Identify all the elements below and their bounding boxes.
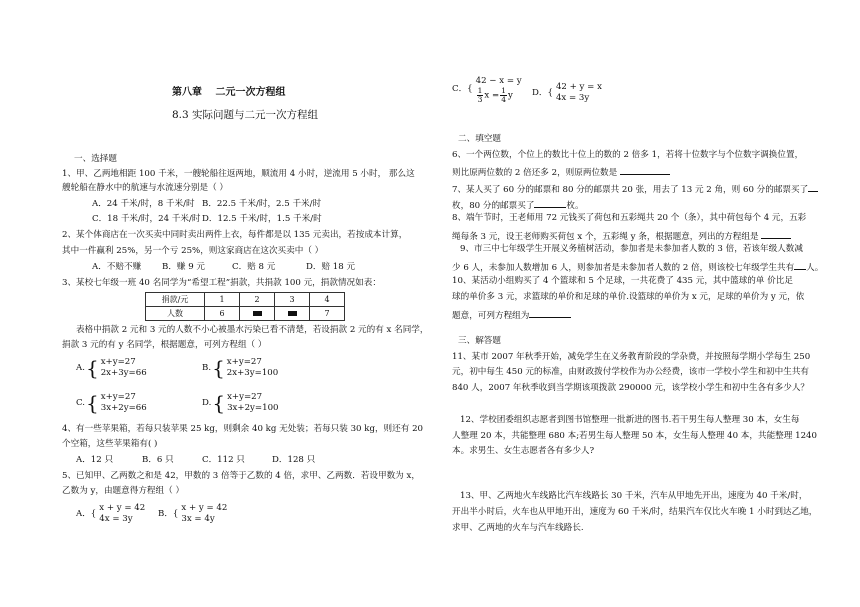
q7-answer-blank-2[interactable] <box>534 198 566 208</box>
option-label: A．{ <box>76 508 97 519</box>
equation: 2x+3y=66 <box>100 368 147 379</box>
q7-text: 7、某人买了 60 分的邮票和 80 分的邮票共 20 张，用去了 13 元 2 角，则 60 分的邮票买了 <box>452 185 809 195</box>
q1-option-a: A．24 千米/时，8 千米/时 <box>92 199 195 209</box>
q9-text-2: 人。 <box>806 263 824 273</box>
q10-answer-blank[interactable] <box>529 308 571 318</box>
q3-line2: 表格中捐款 2 元和 3 元的人数不小心被墨水污染已看不清楚，若设捐款 2 元的有 x 名同学， <box>76 325 429 335</box>
q10-line1: 10、某活动小组购买了 4 个篮球和 5 个足球，一共花费了 435 元，其中篮球的单 价比足 <box>452 276 793 286</box>
q7-text-3: 枚。 <box>566 201 584 211</box>
donation-table <box>145 292 345 321</box>
table-cell: 4 <box>310 293 345 307</box>
q3-option-b: B. { x+y=27 2x+3y=100 <box>202 356 279 381</box>
equation: 3x = 4y <box>181 514 215 525</box>
table-cell: 捐款/元 <box>146 293 205 307</box>
part2-title: 二、填空题 <box>458 134 501 144</box>
table-cell: 2 <box>240 293 275 307</box>
option-label: D．{ <box>532 87 553 98</box>
equation: 3x+2y=100 <box>227 403 279 414</box>
option-label: C．{ <box>452 84 473 95</box>
table-cell: 1 <box>205 293 240 307</box>
q2-line1: 2、某个体商店在一次买卖中同时卖出两件上衣，每件都是以 135 元卖出，若按成本计算， <box>62 230 408 240</box>
part1-title: 一、选择题 <box>74 154 117 164</box>
q7-line2 <box>452 198 584 212</box>
fraction-denominator: 3 <box>477 94 483 104</box>
q5-option-a <box>76 503 145 525</box>
part3-title: 三、解答题 <box>458 336 501 346</box>
q11-line3: 840 人，2007 年秋季收到当学期该项拨款 290000 元，该学校小学生和初中生各有多少人？ <box>452 383 810 393</box>
equation: 3x+2y=66 <box>100 403 147 414</box>
equation: x+y=27 <box>100 357 136 367</box>
q7-answer-blank-1[interactable] <box>808 182 818 192</box>
q5-line1: 5、已知甲、乙两数之和是 42，甲数的 3 倍等于乙数的 4 倍，求甲、乙两数．若设甲数为 x， <box>62 471 420 481</box>
q5-line2: 乙数为 y，由题意得方程组（ ） <box>62 486 185 496</box>
equation: x+y=27 <box>226 357 262 367</box>
equation: x+y=27 <box>227 392 263 402</box>
q8-line1: 8、端午节时，王老师用 72 元钱买了荷包和五彩绳共 20 个（条），其中荷包每个 4 元，五彩 <box>452 213 807 223</box>
q4-option-b: B．6 只 <box>142 455 174 465</box>
q1-option-b: B．22.5 千米/时，2.5 千米/时 <box>202 199 322 209</box>
q5-option-b <box>158 503 227 525</box>
q2-option-b: B．赚 9 元 <box>162 262 206 272</box>
ink-blot-cell <box>275 307 310 321</box>
equation: x + y = 42 <box>99 503 146 513</box>
option-label: B. <box>202 362 212 373</box>
equation-text: x = <box>484 90 500 101</box>
q3-option-a: A. { x+y=27 2x+3y=66 <box>76 356 147 381</box>
equation: 42 + y = x <box>555 82 602 92</box>
q13-line3: 求甲、乙两地的火车与汽车线路长. <box>452 523 584 533</box>
option-label: A. <box>76 362 85 373</box>
ink-blot <box>253 311 262 316</box>
q7-line1 <box>452 182 818 196</box>
table-cell: 3 <box>275 293 310 307</box>
q3-option-d: D. { x+y=27 3x+2y=100 <box>202 391 279 416</box>
q6-text: 则比原两位数的 2 倍还多 2，则原两位数是 <box>452 168 618 178</box>
q11-line2: 元，初中每生 450 元的标准，由财政拨付学校作为办公经费，该市一学校小学生和初中生共有 <box>452 367 810 377</box>
q10-line3 <box>452 308 571 322</box>
q9-answer-blank[interactable] <box>794 260 806 270</box>
q6-line2 <box>452 165 670 179</box>
q1-line2: 艘轮船在静水中的航速与水流速分别是（ ） <box>62 183 229 193</box>
q8-line2 <box>452 229 791 243</box>
q9-line2 <box>452 260 823 274</box>
q13-line1: 13、甲、乙两地火车线路比汽车线路长 30 千米，汽车从甲地先开出，速度为 40 千米/时， <box>460 491 808 501</box>
table-row <box>146 293 345 307</box>
q3-line3: 捐款 3 元的有 y 名同学，根据题意，可列方程组（ ） <box>62 340 267 350</box>
q4-option-a: A．12 只 <box>76 455 114 465</box>
fraction-denominator: 4 <box>501 94 506 104</box>
q12-line3: 本。求男生、女生志愿者各有多少人? <box>452 446 595 456</box>
equation: 4x = 3y <box>99 514 133 525</box>
table-cell: 6 <box>205 307 240 321</box>
equation: 4x = 3y <box>555 93 590 104</box>
equation-fraction <box>476 87 522 103</box>
equation: x + y = 42 <box>181 503 228 513</box>
fraction-numerator: 1 <box>501 86 506 96</box>
option-label: B．{ <box>158 508 179 519</box>
q10-line2: 球的单价多 3 元，求篮球的单价和足球的单价.设篮球的单价为 x 元，足球的单价为 y 元，依 <box>452 292 805 302</box>
option-label: D. <box>202 397 212 408</box>
q3-option-c: C. { x+y=27 3x+2y=66 <box>76 391 147 416</box>
option-label: C. <box>76 397 86 408</box>
q2-option-c: C．赔 8 元 <box>232 262 276 272</box>
q10-text: 题意，可列方程组为 <box>452 311 530 321</box>
q6-answer-blank[interactable] <box>620 165 670 175</box>
q9-text: 少 6 人，未参加人数增加 6 人，则参加者是未参加者人数的 2 倍，则该校七年级学生共有 <box>452 263 795 273</box>
q12-line2: 人整理 20 本，共能整理 680 本;若男生每人整理 50 本，女生每人整理 40 本，共能整理 1240 <box>452 431 817 441</box>
q5-option-c <box>452 76 522 103</box>
equation-text: y <box>507 90 513 101</box>
q1-option-d: D．12.5 千米/时，1.5 千米/时 <box>202 214 322 224</box>
q3-line1: 3、某校七年级一班 40 名同学为“希望工程”捐款，共捐款 100 元，捐款情况如表： <box>62 278 381 288</box>
ink-blot <box>288 311 297 316</box>
table-row <box>146 307 345 321</box>
q8-answer-blank[interactable] <box>761 229 791 239</box>
section-title: 8.3 实际问题与二元一次方程组 <box>172 109 319 121</box>
q9-line1: 9、市三中七年级学生开展义务植树活动，参加者是未参加者人数的 3 倍，若该年级人数减 <box>460 244 803 254</box>
equation: x+y=27 <box>100 392 136 402</box>
q2-option-a: A．不赔不赚 <box>92 262 142 272</box>
q11-line1: 11、某市 2007 年秋季开始，减免学生在义务教育阶段的学杂费，并按照每学期小学每生 250 <box>452 352 811 362</box>
q8-text: 绳每条 3 元，设王老师购买荷包 x 个，五彩绳 y 条，根据题意，列出的方程组是 <box>452 232 759 242</box>
q13-line2: 开出半小时后，火车也从甲地开出，速度为 60 千米/时，结果汽车仅比火车晚 1 小时到达乙地， <box>452 507 818 517</box>
q1-line1: 1、甲、乙两地相距 100 千米，一艘轮船往返两地，顺流用 4 小时，逆流用 5 小时， 那么这 <box>62 169 415 179</box>
table-cell: 7 <box>310 307 345 321</box>
q2-option-d: D．赔 18 元 <box>306 262 356 272</box>
q4-option-c: C．112 只 <box>202 455 245 465</box>
q7-text-2: 枚，80 分的邮票买了 <box>452 201 535 211</box>
q5-option-d <box>532 82 602 104</box>
q12-line1: 12、学校团委组织志愿者到图书馆整理一批新进的图书.若干男生每人整理 30 本，女生每 <box>460 415 800 425</box>
ink-blot-cell <box>240 307 275 321</box>
q4-option-d: D．128 只 <box>272 455 316 465</box>
q1-option-c: C．18 千米/时，24 千米/时 <box>92 214 201 224</box>
q4-line2: 个空箱，这些苹果箱有( ) <box>62 439 158 449</box>
chapter-title: 第八章 二元一次方程组 <box>172 87 286 98</box>
equation: 2x+3y=100 <box>226 368 279 379</box>
q4-line1: 4、有一些苹果箱，若每只装苹果 25 kg，则剩余 40 kg 无处装；若每只装 30 kg，则还有 20 <box>62 424 424 434</box>
table-cell: 人数 <box>146 307 205 321</box>
q2-line2: 其中一件赢利 25%，另一个亏 25%，则这家商店在这次买卖中（ ） <box>62 246 324 256</box>
equation: 42 − x = y <box>475 76 522 86</box>
q6-line1: 6、一个两位数，个位上的数比十位上的数的 2 倍多 1，若将十位数字与个位数字调换位置， <box>452 150 804 160</box>
fraction-numerator: 1 <box>477 86 483 96</box>
